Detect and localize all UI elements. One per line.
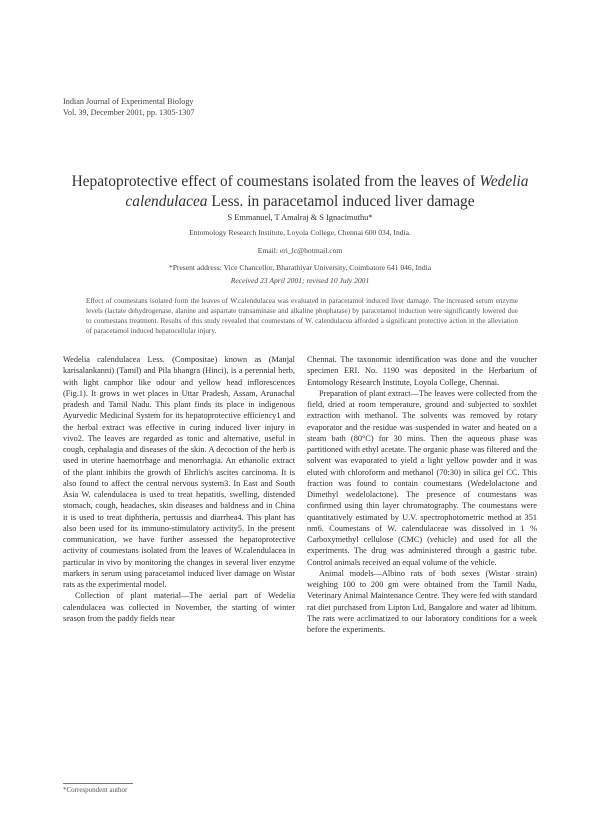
journal-name: Indian Journal of Experimental Biology xyxy=(63,97,194,106)
received-dates: Received 23 April 2001; revised 10 July 2001 xyxy=(230,276,370,285)
animal-models-paragraph: Animal models—Albino rats of both sexes (Wistar strain) weighing 100 to 200 gm were obtained from the Tamil Nadu, Veterinary Animal Maintenance Centre. They were fed with standard rat diet purchased from Lipton Ltd, Bangalore and water ad libitum. The rats were acclimatized to our laboratory conditions for a week before the experiments. xyxy=(307,568,537,634)
extract-preparation-paragraph: Preparation of plant extract—The leaves were collected from the field, dried at room temperature, ground and subjected to soxhlet extraction with methanol. The solvents was removed by rotary evaporator and the residue was suspended in water and heated on a steam bath (80°C) for 30 mins. Then the aqueous phase was partitioned with ethyl acetate. The organic phase was filtered and the solvent was evaporated to yield a light yellow powder and it was eluted with chloroform and methanol (70:30) in silica gel CC. This fraction was found to contain coumestans (Wedelolactone and Dimethyl wedelolactone). The presence of coumestans was confirmed using thin layer chromatography. The coumestans were quantitatively estimated by U.V. spectrophotometric method at 351 nm6. Coumestans of W. calendulaceae was dissolved in 1 % Carboxymethyl cellulose (CMC) (vehicle) and used for all the experiments. The drug was administered through a gastric tube. Control animals received an equal volume of the vehicle. xyxy=(307,388,537,567)
author-list: S Emmanuel, T Amalraj & S Ignacimuthu* xyxy=(227,213,373,222)
taxonomy-paragraph: Chennai. The taxonomic identification was done and the voucher specimen ERI. No. 1190 was deposited in the Herbarium of Entomology Research Institute, Loyola College, Chennai. xyxy=(307,355,537,387)
title-part-3: Less. in paracetamol induced liver damage xyxy=(207,193,475,210)
footnote-rule xyxy=(63,783,133,784)
body-column-left xyxy=(63,354,295,624)
paper-title xyxy=(60,172,540,212)
title-species-name: Wedelia calendulacea xyxy=(125,173,529,210)
affiliation: Entomology Research Institute, Loyola College, Chennai 600 034, India. xyxy=(189,228,411,237)
collection-paragraph: Collection of plant material—The aerial part of Wedelia calendulacea was collected in November, the starting of winter season from the paddy fields near xyxy=(63,591,295,623)
journal-citation: Vol. 39, December 2001, pp. 1305-1307 xyxy=(63,108,195,117)
body-column-right xyxy=(307,354,537,635)
present-address: *Present address: Vice Chancellor, Bharathiyar University, Coimbatore 641 046, India xyxy=(168,263,432,272)
title-part-1: Hepatoprotective effect of coumestans isolated from the leaves of xyxy=(71,173,480,190)
author-email: Email: eri_lc@hotmail.com xyxy=(257,246,343,255)
footnote: *Correspondent author xyxy=(63,786,128,794)
intro-paragraph: Wedelia calendulacea Less. (Compositae) known as (Manjal karisalankanni) (Tamil) and Pila bhangra (Hinci), is a perennial herb, with light camphor like odour and yellow head inflorescences (Fig.1). It grows in wet places in Uttar Pradesh, Assam, Arunachal pradesh and Tamil Nadu. This plant finds its place in indigenous Ayurvedic Medicinal System for its hepatoprotective efficiency1 and the herbal extract was effective in curing induced liver injury in vivo2. The leaves are regarded as tonic and alternative, useful in cough, cephalagia and diseases of the skin. A decoction of the herb is used in uterine haemorrhage and menorrhagia. An ethanolic extract of the plant inhibits the growth of Ehrlich's ascites carcinoma. It is also found to affect the central nervous system3. In East and South Asia W. calendulacea is used to treat hepatitis, swelling, distended stomach, cough, headaches, skin diseases and baldness and in China it is used to treat diphtheria, pertussis and diarrhea4. This plant has also been used for its immuno-stimulatory activity5. In the present communication, we have further assessed the hepatoprotective activity of coumestans isolated from the leaves of W.calendulacea in particular in vivo by monitoring the changes in several liver enzyme markers in serum using paracetamol induced liver damage on Wistar rats as the experimental model. xyxy=(63,355,295,589)
journal-header xyxy=(63,96,195,118)
abstract: Effect of coumestans isolated form the leaves of W.calendulacea was evaluated in paracetamol induced liver damage. The increased serum enzyme levels (lactate dehydrogenase, alanine and aspartate transaminase and alkaline phophatase) by paracetamol induction were significantly lowered due to coumestans treatment. Results of this study revealed that coumestans of W. calendulacea afforded a significant protective action in the alleviation of paracetamol induced hepatocellular injury. xyxy=(86,297,518,335)
